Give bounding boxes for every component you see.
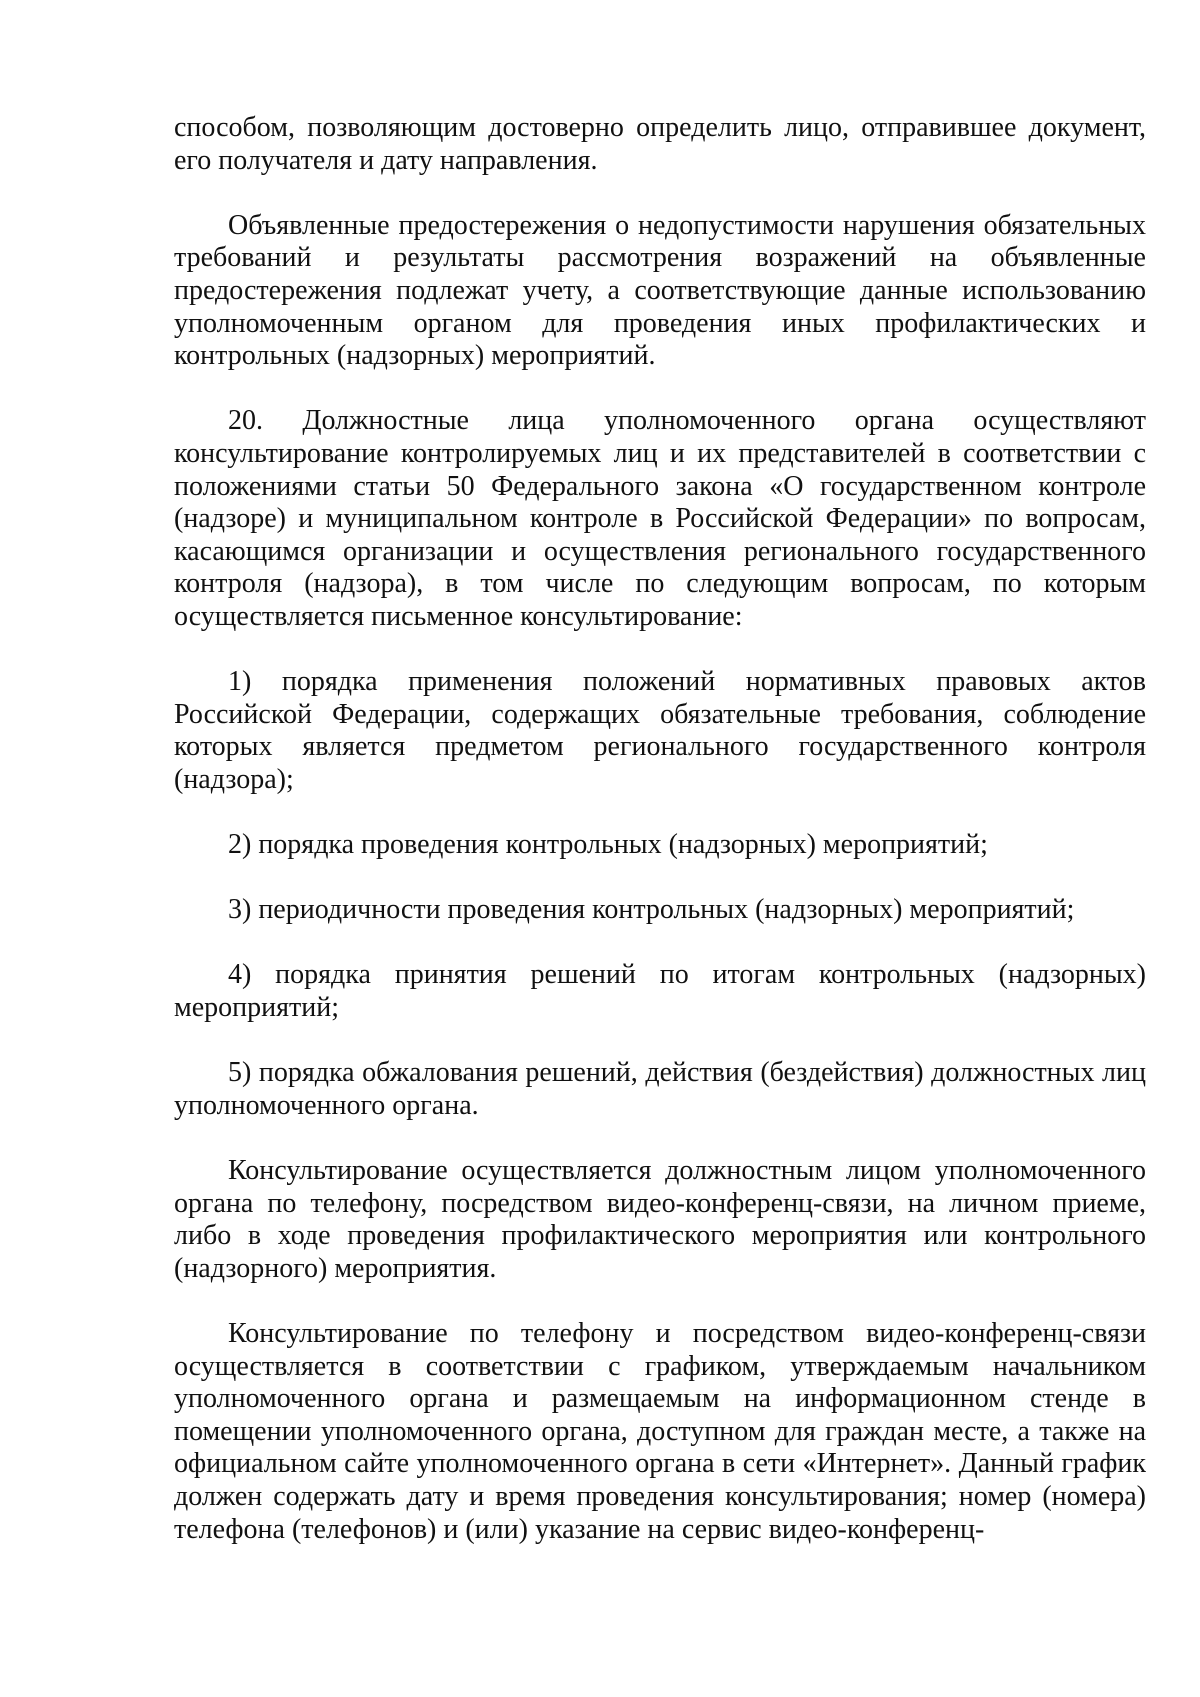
paragraph-20-consulting: 20. Должностные лица уполномоченного органа осуществляют консультирование контролируемых лиц и их представителей в соответствии с положениями статьи 50 Федерального закона «О государственном контроле (надзоре) и муниципальном контроле в Российской Федерации» по вопросам, касающимся организации и осуществления регионального государственного контроля (надзора), в том числе по следующим вопросам, по которым осуществляется письменное консультирование: xyxy=(174,405,1146,632)
paragraph-consulting-methods: Консультирование осуществляется должностным лицом уполномоченного органа по телефону, посредством видео-конференц-связи, на личном приеме, либо в ходе проведения профилактического мероприятия или контрольного (надзорного) мероприятия. xyxy=(174,1155,1146,1284)
list-item-4: 4) порядка принятия решений по итогам контрольных (надзорных) мероприятий; xyxy=(174,959,1146,1024)
paragraph-warnings-accounting: Объявленные предостережения о недопустимости нарушения обязательных требований и результаты рассмотрения возражений на объявленные предостережения подлежат учету, а соответствующие данные использованию уполномоченным органом для проведения иных профилактических и контрольных (надзорных) мероприятий. xyxy=(174,209,1146,372)
list-item-5: 5) порядка обжалования решений, действия (бездействия) должностных лиц уполномоченного органа. xyxy=(174,1057,1146,1121)
document-page xyxy=(174,112,1146,1546)
list-item-3: 3) периодичности проведения контрольных (надзорных) мероприятий; xyxy=(228,894,1075,926)
list-item-2: 2) порядка проведения контрольных (надзорных) мероприятий; xyxy=(228,829,988,861)
paragraph-consulting-schedule: Консультирование по телефону и посредством видео-конференц-связи осуществляется в соответствии с графиком, утверждаемым начальником уполномоченного органа и размещаемым на информационном стенде в помещении уполномоченного органа, доступном для граждан месте, а также на официальном сайте уполномоченного органа в сети «Интернет». Данный график должен содержать дату и время проведения консультирования; номер (номера) телефона (телефонов) и (или) указание на сервис видео-конференц- xyxy=(174,1317,1146,1545)
list-item-1: 1) порядка применения положений нормативных правовых актов Российской Федерации, содержащих обязательные требования, соблюдение которых является предметом регионального государственного контроля (надзора); xyxy=(174,666,1146,795)
paragraph-continuation: способом, позволяющим достоверно определить лицо, отправившее документ, его получателя и дату направления. xyxy=(174,112,1146,176)
